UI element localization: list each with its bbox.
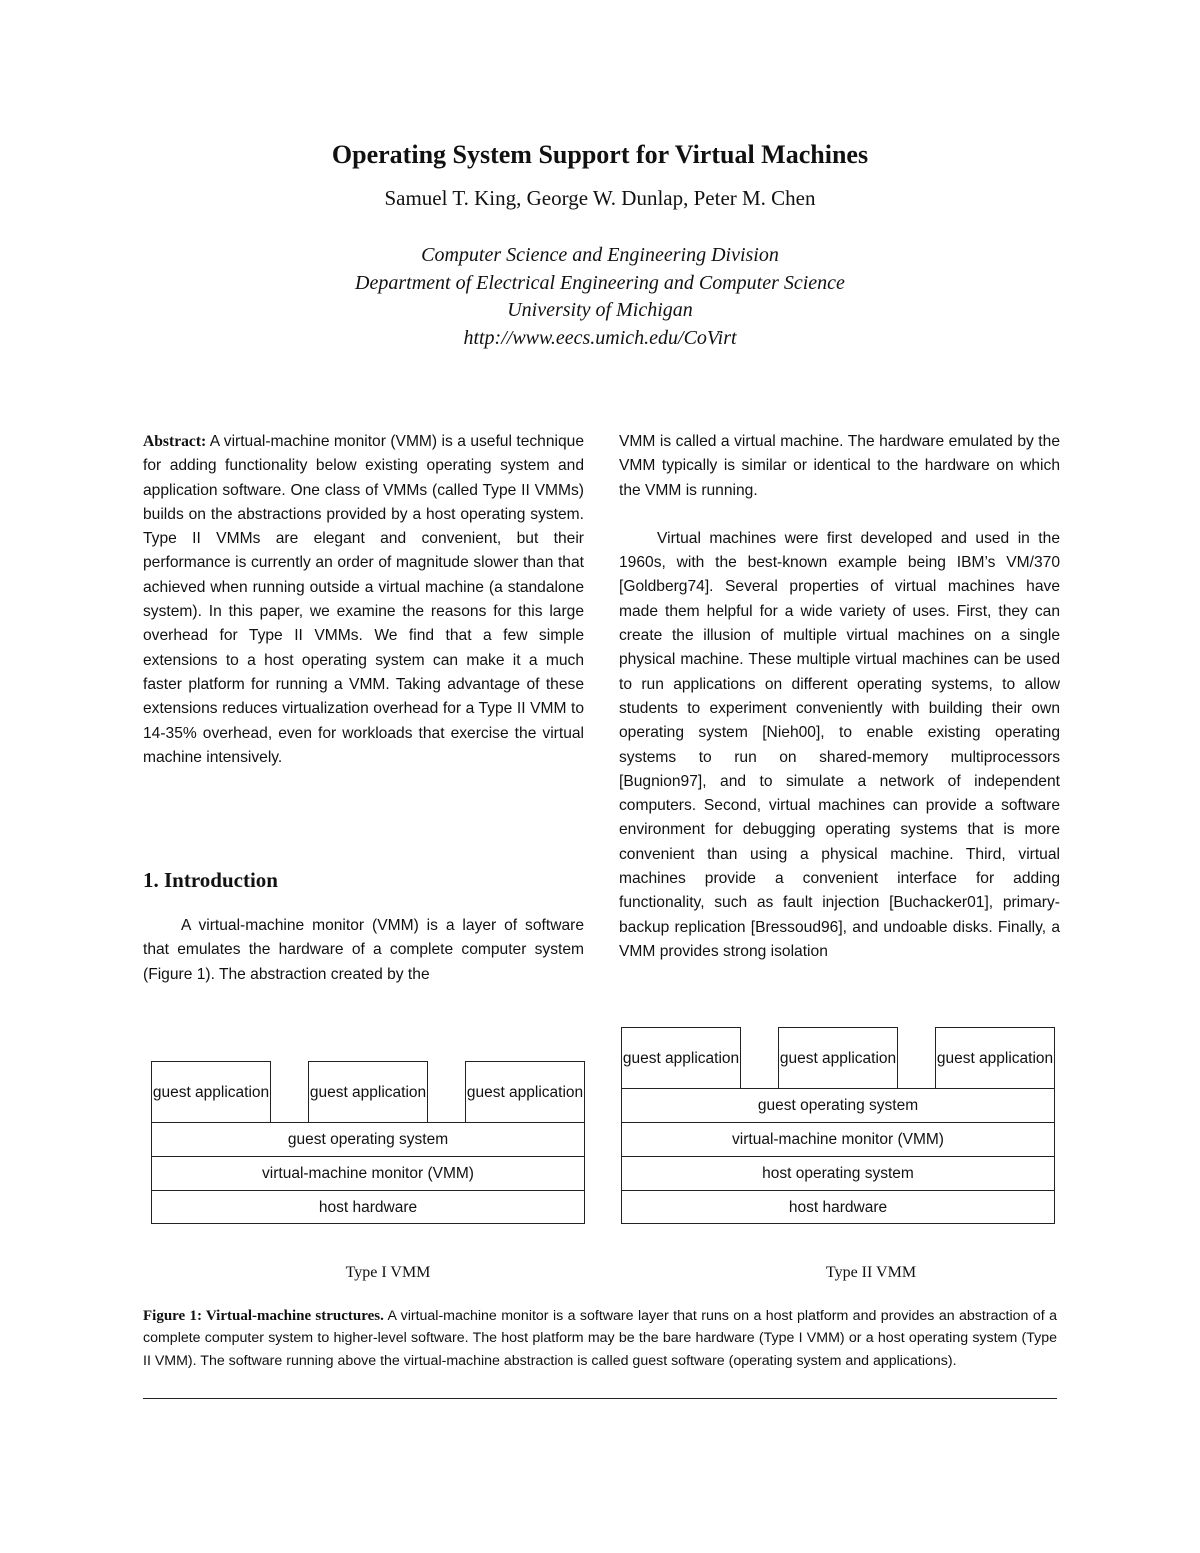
section-heading-introduction: 1. Introduction <box>143 868 278 892</box>
type1-vmm-diagram <box>151 1061 585 1224</box>
type2-guest-os: guest operating system <box>621 1088 1055 1123</box>
intro-paragraph-1: A virtual-machine monitor (VMM) is a layer of software that emulates the hardware of a complete computer system (Figure 1). The abstraction created by the <box>143 917 584 983</box>
abstract-label: Abstract: <box>143 433 207 450</box>
affiliation <box>0 242 1200 352</box>
caption-rule <box>143 1398 1057 1399</box>
type1-guest-app-3: guest application <box>465 1061 585 1123</box>
abstract-text: A virtual-machine monitor (VMM) is a useful technique for adding functionality below existing operating system and application software. One class of VMMs (called Type II VMMs) builds on the abstractions provided by a host operating system. Type II VMMs are elegant and convenient, but their performance is currently an order of magnitude slower than that achieved when running outside a virtual machine (a standalone system). In this paper, we examine the reasons for this large overhead for Type II VMMs. We find that a few simple extensions to a host operating system can make it a much faster platform for running a VMM. Taking advantage of these extensions reduces virtualization overhead for a Type II VMM to 14-35% overhead, even for workloads that exercise the virtual machine intensively. <box>143 433 584 766</box>
right-column <box>619 430 1060 964</box>
type1-label: Type I VMM <box>345 1264 431 1281</box>
authors: Samuel T. King, George W. Dunlap, Peter M. Chen <box>384 186 816 210</box>
affiliation-department: Department of Electrical Engineering and Computer Science <box>355 271 845 294</box>
affiliation-url: http://www.eecs.umich.edu/CoVirt <box>463 326 737 349</box>
type2-host-hardware: host hardware <box>621 1190 1055 1224</box>
type2-vmm-diagram <box>621 1027 1055 1224</box>
type2-guest-app-2: guest application <box>778 1027 898 1089</box>
type2-label: Type II VMM <box>825 1264 917 1281</box>
type1-host-hardware: host hardware <box>151 1190 585 1224</box>
type1-guest-os: guest operating system <box>151 1122 585 1157</box>
type2-guest-app-1: guest application <box>621 1027 741 1089</box>
right-paragraph-2: Virtual machines were first developed and used in the 1960s, with the best-known example being IBM’s VM/370 [Goldberg74]. Several properties of virtual machines have made them helpful for a wide variety of uses. First, they can create the illusion of multiple virtual machines on a single physical machine. These multiple virtual machines can be used to run applications on different operating systems, to allow students to experiment conveniently with building their own operating system [Nieh00], to enable existing operating systems to run on shared-memory multiprocessors [Bugnion97], and to simulate a network of independent computers. Second, virtual machines can provide a software environment for debugging operating systems that is more convenient than using a physical machine. Third, virtual machines provide a convenient interface for adding functionality, such as fault injection [Buchacker01], primary-backup replication [Bressoud96], and undoable disks. Finally, a VMM provides strong isolation <box>619 529 1060 960</box>
affiliation-university: University of Michigan <box>507 299 693 321</box>
type1-guest-app-2: guest application <box>308 1061 428 1123</box>
figure-caption-text: A virtual-machine monitor is a software layer that runs on a host platform and provides an abstraction of a complete computer system to higher-level software. The host platform may be the bare hardware (Type I VMM) or a host operating system (Type II VMM). The software running above the virtual-machine abstraction is called guest software (operating system and applications). <box>143 1308 1057 1369</box>
paper-title: Operating System Support for Virtual Machines <box>331 140 869 169</box>
abstract <box>143 430 584 770</box>
type1-vmm-layer: virtual-machine monitor (VMM) <box>151 1156 585 1191</box>
right-paragraph-continued: VMM is called a virtual machine. The hardware emulated by the VMM typically is similar or identical to the hardware on which the VMM is running. <box>619 433 1060 499</box>
type2-guest-app-3: guest application <box>935 1027 1055 1089</box>
affiliation-division: Computer Science and Engineering Division <box>421 244 779 266</box>
type2-host-os: host operating system <box>621 1156 1055 1191</box>
figure-caption <box>143 1305 1057 1372</box>
intro-paragraph <box>143 914 584 987</box>
type1-guest-app-1: guest application <box>151 1061 271 1123</box>
type2-vmm-layer: virtual-machine monitor (VMM) <box>621 1122 1055 1157</box>
figure-caption-label: Figure 1: Virtual-machine structures. <box>143 1308 384 1324</box>
